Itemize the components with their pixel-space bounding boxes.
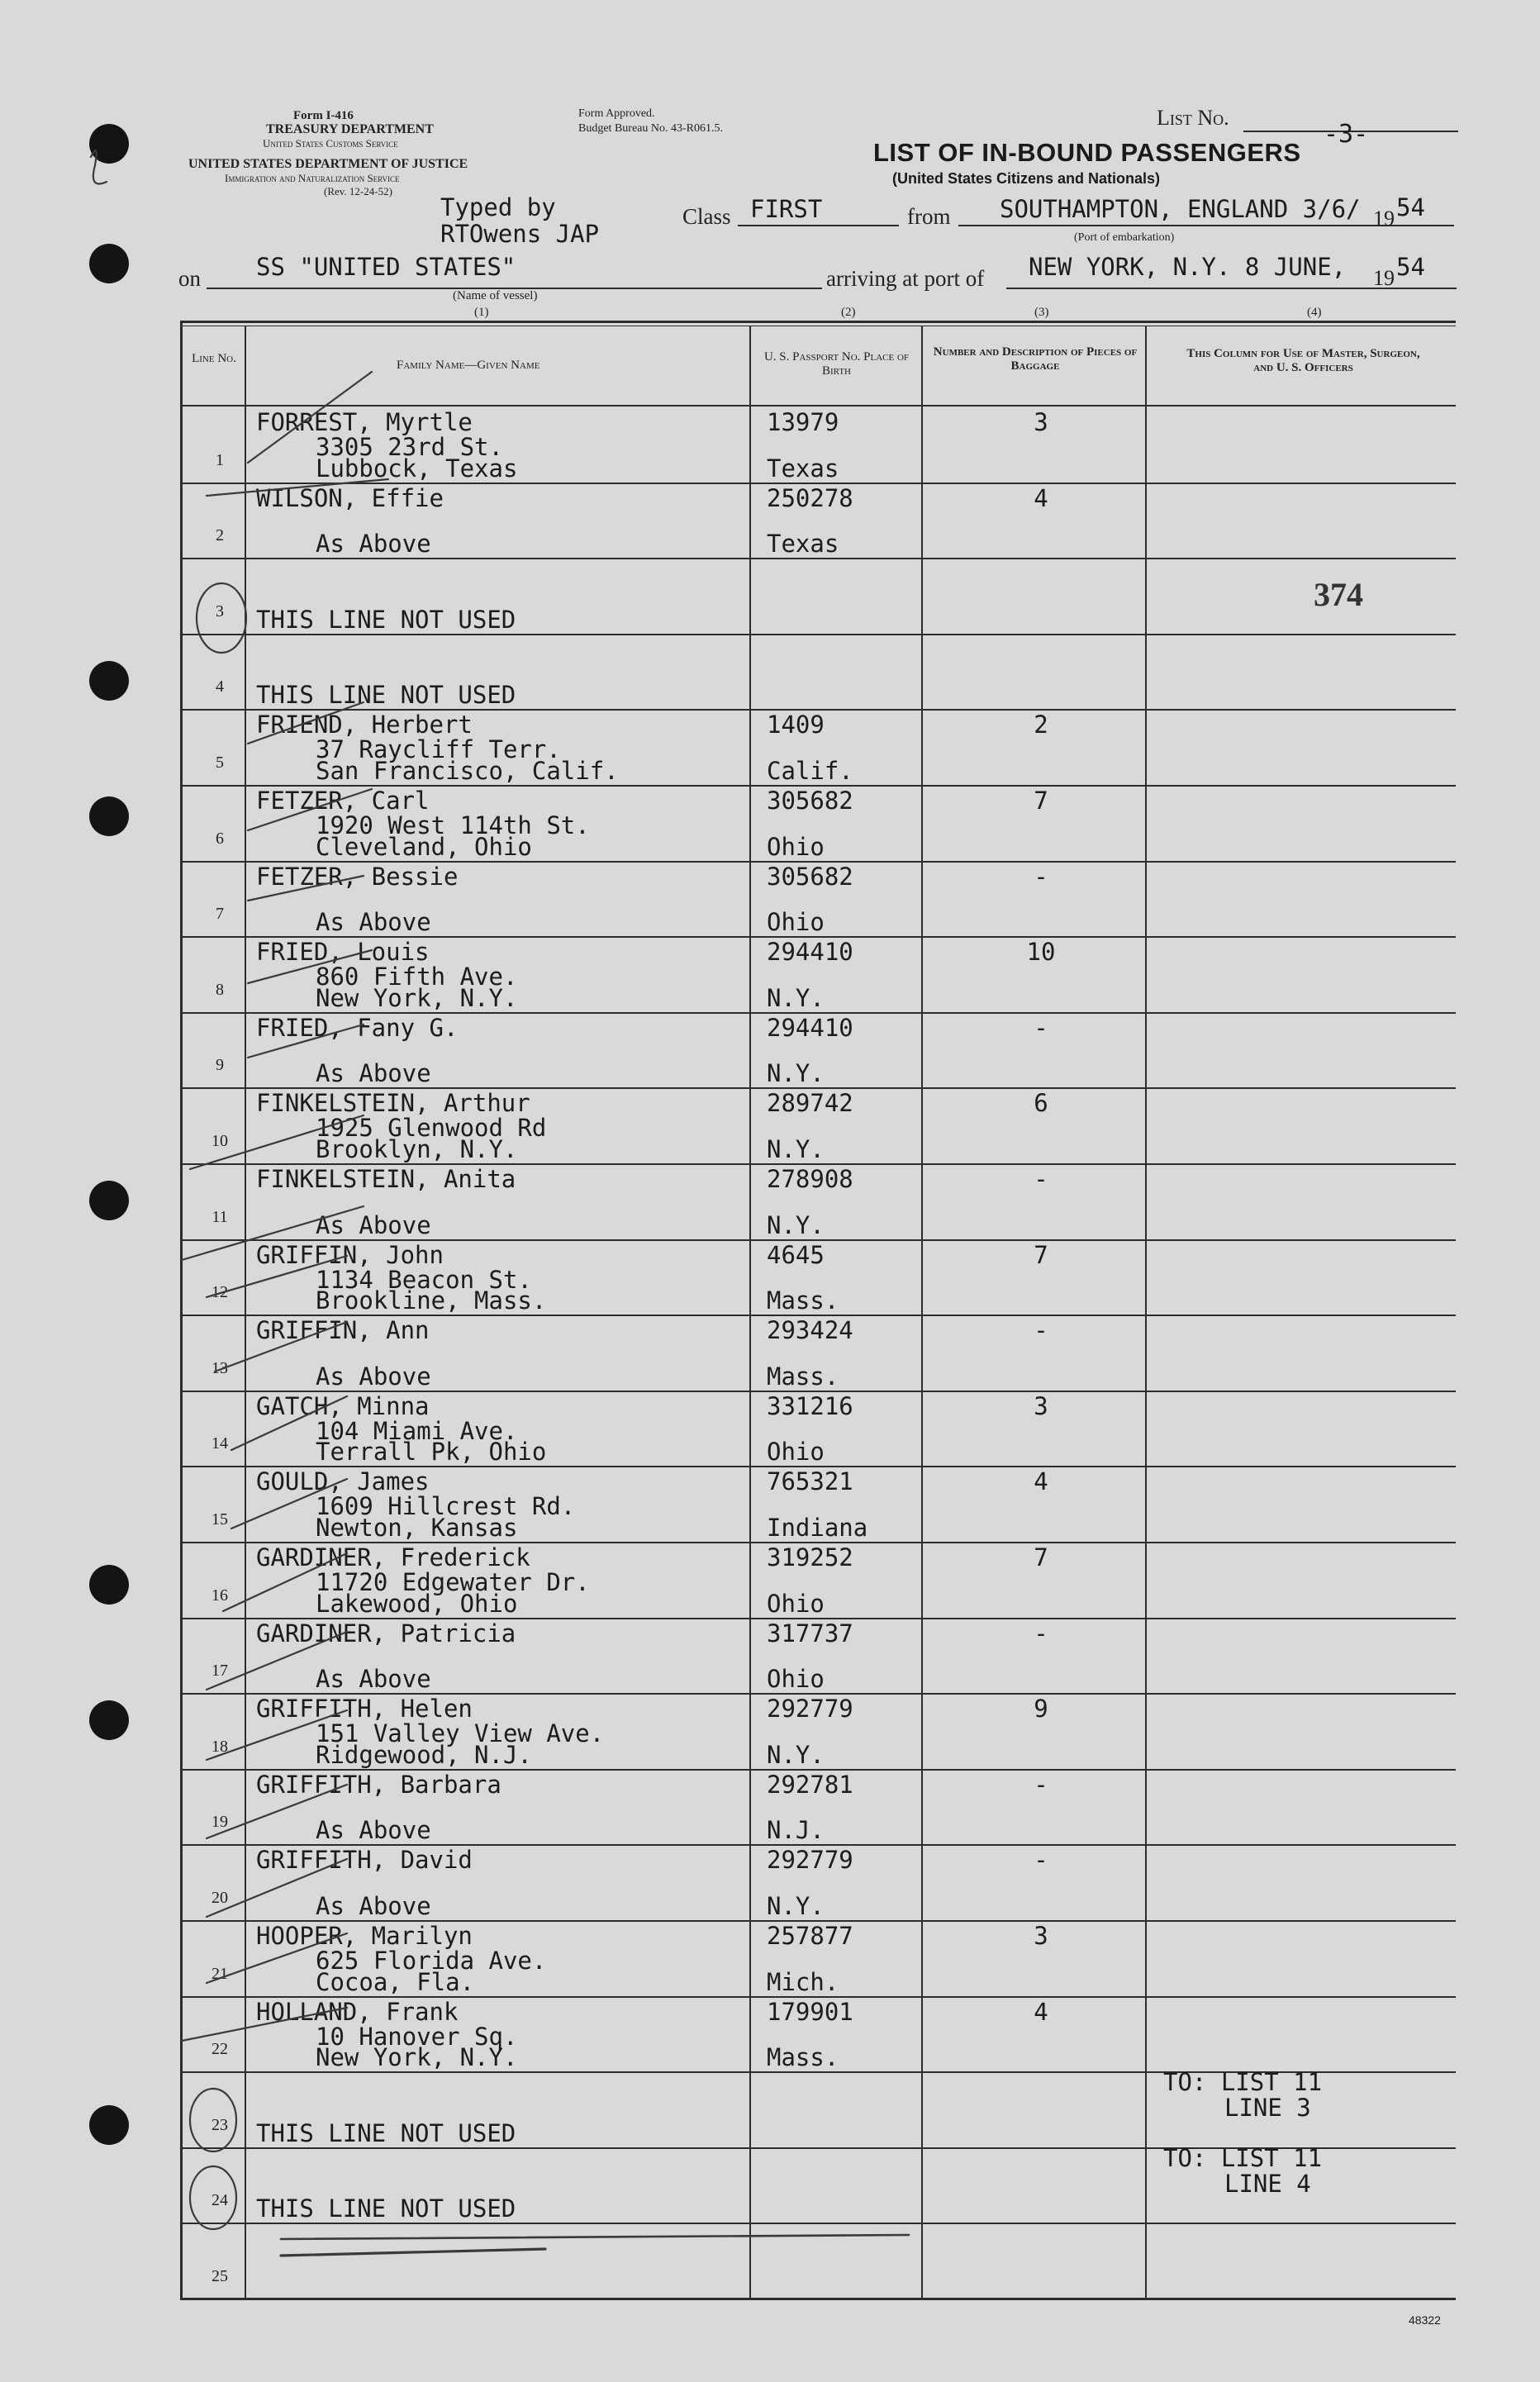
address-line-1: 3305 23rd St. — [316, 433, 503, 461]
baggage-count: 3 — [1034, 1922, 1048, 1950]
col3-number: (3) — [1034, 306, 1049, 319]
passport-number: 250278 — [767, 484, 853, 512]
passenger-name: WILSON, Effie — [256, 484, 444, 512]
budget-bureau: Budget Bureau No. 43-R061.5. — [578, 122, 723, 135]
address-line-2: As Above — [316, 1211, 431, 1239]
passenger-name: FRIED, Louis — [256, 938, 430, 966]
baggage-count: - — [1034, 863, 1048, 891]
check-mark — [207, 1933, 347, 1983]
line-number: 3 — [216, 602, 224, 620]
line-number: 10 — [212, 1132, 228, 1150]
baggage-count: 4 — [1034, 1998, 1048, 2026]
line-number: 1 — [216, 451, 224, 469]
line-number: 11 — [212, 1208, 228, 1226]
baggage-count: 4 — [1034, 484, 1048, 512]
ins-label: Immigration and Naturalization Service — [225, 172, 400, 184]
line-number: 14 — [212, 1434, 228, 1452]
check-mark — [207, 1632, 347, 1690]
passport-number: 305682 — [767, 787, 853, 815]
note-line23-a: TO: LIST 11 — [1163, 2068, 1323, 2096]
line-number: 18 — [212, 1738, 228, 1756]
passenger-name: FRIEND, Herbert — [256, 711, 473, 739]
place-of-birth: Mass. — [767, 1286, 839, 1315]
line-number: 16 — [212, 1586, 228, 1605]
stamp-number: 374 — [1314, 576, 1363, 613]
check-mark — [248, 876, 364, 901]
address-line-2: Cocoa, Fla. — [316, 1968, 475, 1996]
line-number: 24 — [212, 2191, 228, 2209]
passenger-name: GOULD, James — [256, 1467, 430, 1495]
address-line-2: Brooklyn, N.Y. — [316, 1135, 518, 1163]
address-line-1: 860 Fifth Ave. — [316, 963, 518, 991]
passenger-name: GRIFFIN, John — [256, 1241, 444, 1269]
passport-number: 294410 — [767, 938, 853, 966]
embarkation-value: SOUTHAMPTON, ENGLAND 3/6/ — [1000, 195, 1361, 223]
check-mark — [248, 702, 364, 744]
vessel-name: SS "UNITED STATES" — [256, 253, 516, 281]
line-number: 4 — [216, 678, 224, 696]
passenger-name: FINKELSTEIN, Anita — [256, 1165, 516, 1193]
passport-number: 305682 — [767, 863, 853, 891]
baggage-count: 7 — [1034, 1543, 1048, 1571]
header-officers: This Column for Use of Master, Surgeon, and U. S. Officers — [1186, 347, 1420, 374]
address-line-1: 37 Raycliff Terr. — [316, 735, 561, 763]
line-number: 5 — [216, 754, 224, 772]
passenger-name: GARDINER, Frederick — [256, 1543, 530, 1571]
address-line-2: THIS LINE NOT USED — [256, 606, 516, 634]
col4-number: (4) — [1307, 306, 1322, 319]
document-title: LIST OF IN-BOUND PASSENGERS — [873, 138, 1301, 167]
class-value: FIRST — [750, 195, 823, 223]
address-line-1: 1925 Glenwood Rd — [316, 1114, 547, 1142]
address-line-1: 11720 Edgewater Dr. — [316, 1568, 590, 1596]
header-baggage: Number and Description of Pieces of Baggage — [933, 345, 1138, 373]
place-of-birth: Mich. — [767, 1968, 839, 1996]
line-number: 22 — [212, 2040, 228, 2058]
class-label: Class — [682, 204, 731, 229]
address-line-1: 1920 West 114th St. — [316, 811, 590, 839]
passport-number: 292781 — [767, 1771, 853, 1799]
passenger-name: FETZER, Bessie — [256, 863, 459, 891]
line-number: 8 — [216, 981, 224, 999]
baggage-count: - — [1034, 1316, 1048, 1344]
address-line-1: 1134 Beacon St. — [316, 1266, 532, 1294]
passenger-name: GRIFFITH, Barbara — [256, 1771, 501, 1799]
passport-number: 293424 — [767, 1316, 853, 1344]
baggage-count: - — [1034, 1619, 1048, 1647]
check-mark — [207, 1859, 347, 1917]
passenger-name: FRIED, Fany G. — [256, 1014, 459, 1042]
passport-number: 765321 — [767, 1467, 853, 1495]
arriving-label: arriving at port of — [826, 266, 985, 291]
address-line-2: Ridgewood, N.J. — [316, 1741, 532, 1769]
baggage-count: 4 — [1034, 1467, 1048, 1495]
place-of-birth: Ohio — [767, 1438, 825, 1466]
address-line-1: 1609 Hillcrest Rd. — [316, 1492, 576, 1520]
document-subtitle: (United States Citizens and Nationals) — [892, 170, 1161, 187]
place-of-birth: Texas — [767, 454, 839, 483]
place-of-birth: N.Y. — [767, 1135, 825, 1163]
note-line23-b: LINE 3 — [1224, 2094, 1311, 2122]
baggage-count: - — [1034, 1165, 1048, 1193]
check-mark — [248, 950, 372, 983]
address-line-2: THIS LINE NOT USED — [256, 2194, 516, 2223]
scribble-line — [281, 2249, 545, 2256]
place-of-birth: N.Y. — [767, 1211, 825, 1239]
check-mark — [190, 1115, 364, 1169]
footer-code: 48322 — [1409, 2313, 1441, 2327]
check-mark — [248, 372, 372, 463]
place-of-birth: Indiana — [767, 1514, 868, 1542]
passport-number: 13979 — [767, 408, 839, 436]
check-mark — [231, 1396, 347, 1450]
address-line-1: 104 Miami Ave. — [316, 1417, 518, 1445]
check-mark — [182, 1206, 364, 1260]
address-line-2: New York, N.Y. — [316, 984, 518, 1012]
from-year-suffix: 54 — [1396, 193, 1425, 221]
address-line-2: Newton, Kansas — [316, 1514, 518, 1542]
passport-number: 257877 — [767, 1922, 853, 1950]
place-of-birth: Mass. — [767, 1362, 839, 1391]
circle-mark-line-24 — [190, 2166, 236, 2229]
check-mark — [231, 1479, 347, 1529]
circle-mark-line-3 — [197, 583, 246, 653]
passport-number: 278908 — [767, 1165, 853, 1193]
place-of-birth: Ohio — [767, 1665, 825, 1693]
address-line-2: New York, N.Y. — [316, 2043, 518, 2071]
baggage-count: 3 — [1034, 1392, 1048, 1420]
address-line-2: As Above — [316, 908, 431, 936]
on-label: on — [178, 266, 201, 291]
line-number: 21 — [212, 1965, 228, 1983]
check-mark — [223, 1553, 347, 1611]
passport-number: 294410 — [767, 1014, 853, 1042]
address-line-2: THIS LINE NOT USED — [256, 2119, 516, 2147]
header-line-no: Line No. — [192, 352, 236, 365]
baggage-count: 10 — [1026, 938, 1056, 966]
circle-mark-line-23 — [190, 2089, 236, 2151]
check-mark — [207, 1785, 347, 1838]
form-approved: Form Approved. — [578, 107, 655, 120]
check-mark — [215, 1322, 347, 1372]
address-line-2: As Above — [316, 1362, 431, 1391]
list-no-value: -3- — [1324, 120, 1369, 149]
passenger-name: GATCH, Minna — [256, 1392, 430, 1420]
passenger-name: GRIFFIN, Ann — [256, 1316, 430, 1344]
check-mark — [248, 1025, 364, 1058]
baggage-count: 6 — [1034, 1089, 1048, 1117]
address-line-2: As Above — [316, 530, 431, 558]
vessel-caption: (Name of vessel) — [453, 289, 538, 302]
passenger-name: GRIFFITH, Helen — [256, 1695, 473, 1723]
treasury-label: TREASURY DEPARTMENT — [266, 122, 434, 136]
passenger-name: FINKELSTEIN, Arthur — [256, 1089, 530, 1117]
line-number: 15 — [212, 1510, 228, 1529]
address-line-1: 10 Hanover Sq. — [316, 2023, 518, 2051]
col1-number: (1) — [474, 306, 489, 319]
place-of-birth: Ohio — [767, 833, 825, 861]
baggage-count: - — [1034, 1771, 1048, 1799]
baggage-count: 9 — [1034, 1695, 1048, 1723]
passenger-name: FETZER, Carl — [256, 787, 430, 815]
place-of-birth: N.Y. — [767, 1892, 825, 1920]
line-number: 2 — [216, 526, 224, 544]
address-line-2: As Above — [316, 1059, 431, 1087]
passport-number: 289742 — [767, 1089, 853, 1117]
baggage-count: 7 — [1034, 787, 1048, 815]
revision-label: (Rev. 12-24-52) — [324, 185, 392, 197]
passenger-name: FORREST, Myrtle — [256, 408, 473, 436]
passport-number: 292779 — [767, 1846, 853, 1874]
passport-number: 4645 — [767, 1241, 825, 1269]
col2-number: (2) — [841, 306, 856, 319]
line-number: 6 — [216, 830, 224, 848]
address-line-2: Cleveland, Ohio — [316, 833, 532, 861]
address-line-2: San Francisco, Calif. — [316, 757, 619, 785]
baggage-count: 7 — [1034, 1241, 1048, 1269]
check-mark — [182, 2008, 347, 2041]
place-of-birth: N.J. — [767, 1816, 825, 1844]
address-line-2: As Above — [316, 1892, 431, 1920]
address-line-2: Lakewood, Ohio — [316, 1590, 518, 1618]
place-of-birth: N.Y. — [767, 1059, 825, 1087]
typed-by-line2: RTOwens JAP — [440, 220, 600, 248]
passenger-name: GRIFFITH, David — [256, 1846, 473, 1874]
address-line-2: THIS LINE NOT USED — [256, 681, 516, 709]
header-passport: U. S. Passport No. Place of Birth — [763, 350, 910, 378]
line-number: 7 — [216, 905, 224, 923]
baggage-count: 2 — [1034, 711, 1048, 739]
typed-by-line1: Typed by — [440, 193, 556, 221]
passenger-name: GARDINER, Patricia — [256, 1619, 516, 1647]
check-mark — [248, 789, 372, 830]
baggage-count: - — [1034, 1846, 1048, 1874]
header-name: Family Name—Given Name — [397, 359, 540, 372]
from-year-prefix: 19 — [1373, 207, 1395, 231]
arrival-port: NEW YORK, N.Y. 8 JUNE, — [1029, 253, 1347, 281]
place-of-birth: Ohio — [767, 908, 825, 936]
customs-label: United States Customs Service — [263, 137, 398, 150]
place-of-birth: Texas — [767, 530, 839, 558]
address-line-2: Lubbock, Texas — [316, 454, 518, 483]
embarkation-caption: (Port of embarkation) — [1074, 231, 1175, 244]
line-number: 19 — [212, 1813, 228, 1831]
passport-number: 317737 — [767, 1619, 853, 1647]
line-number: 17 — [212, 1662, 228, 1680]
address-line-2: Brookline, Mass. — [316, 1286, 547, 1315]
arrival-year-suffix: 54 — [1396, 253, 1425, 281]
note-line24-b: LINE 4 — [1224, 2170, 1311, 2198]
address-line-2: Terrall Pk, Ohio — [316, 1438, 547, 1466]
scribble-line — [281, 2235, 909, 2239]
address-line-1: 625 Florida Ave. — [316, 1947, 547, 1975]
line-number: 23 — [212, 2116, 228, 2134]
passenger-name: HOLLAND, Frank — [256, 1998, 459, 2026]
margin-scribble — [91, 150, 107, 184]
passport-number: 331216 — [767, 1392, 853, 1420]
note-line24-a: TO: LIST 11 — [1163, 2144, 1323, 2172]
place-of-birth: Ohio — [767, 1590, 825, 1618]
arrival-year-prefix: 19 — [1373, 266, 1395, 290]
list-no-label: List No. — [1157, 106, 1229, 130]
address-line-2: As Above — [316, 1816, 431, 1844]
passport-number: 319252 — [767, 1543, 853, 1571]
line-number: 12 — [212, 1283, 228, 1301]
passport-number: 179901 — [767, 1998, 853, 2026]
line-number: 9 — [216, 1056, 224, 1074]
baggage-count: - — [1034, 1014, 1048, 1042]
address-line-2: As Above — [316, 1665, 431, 1693]
passport-number: 1409 — [767, 711, 825, 739]
check-mark — [207, 1256, 347, 1297]
line-number: 20 — [212, 1889, 228, 1907]
passenger-name: HOOPER, Marilyn — [256, 1922, 473, 1950]
from-label: from — [907, 204, 951, 229]
form-number: Form I-416 — [293, 109, 354, 122]
place-of-birth: Calif. — [767, 757, 853, 785]
check-mark — [207, 479, 388, 496]
place-of-birth: N.Y. — [767, 984, 825, 1012]
check-mark — [207, 1710, 347, 1760]
justice-label: UNITED STATES DEPARTMENT OF JUSTICE — [188, 157, 468, 171]
line-number: 13 — [212, 1359, 228, 1377]
line-number: 25 — [212, 2267, 228, 2285]
passport-number: 292779 — [767, 1695, 853, 1723]
address-line-1: 151 Valley View Ave. — [316, 1719, 605, 1747]
place-of-birth: Mass. — [767, 2043, 839, 2071]
place-of-birth: N.Y. — [767, 1741, 825, 1769]
baggage-count: 3 — [1034, 408, 1048, 436]
